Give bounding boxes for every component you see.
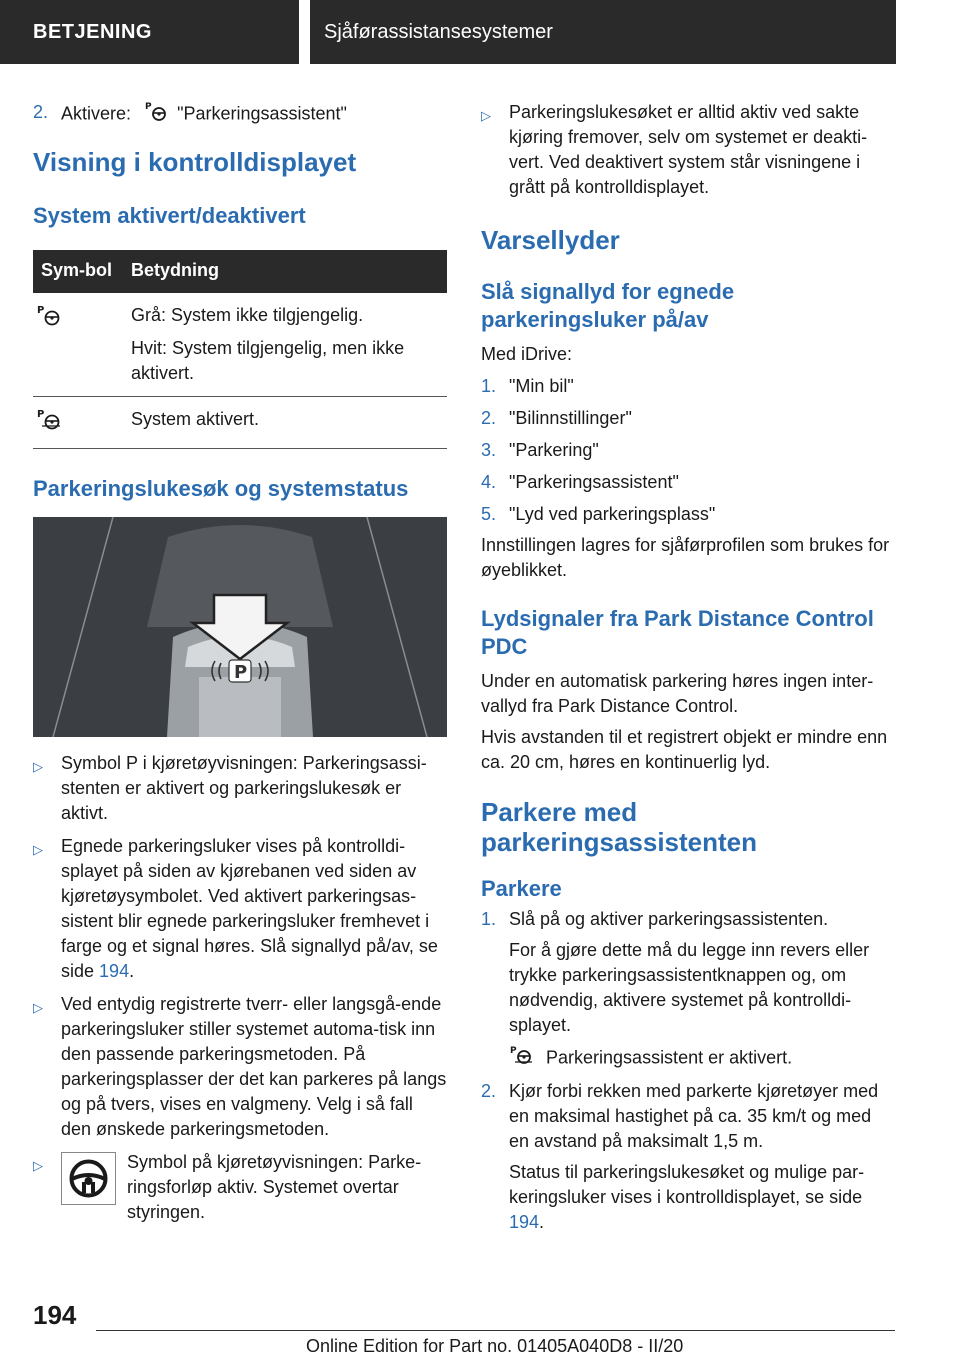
right-column (481, 100, 895, 1235)
meaning-cell (123, 293, 447, 397)
list-item: 5. "Lyd ved parkeringsplass" (481, 504, 716, 524)
table-header (33, 250, 447, 293)
pdc-text-2: Hvis avstanden til et registrert objekt er mindre enn ca. 20 cm, høres en kontinuerlig lyd. (481, 727, 888, 772)
steering-wheel-icon (61, 1152, 116, 1205)
svg-text:P: P (234, 662, 248, 683)
parking-assistant-icon (144, 100, 168, 129)
heading-sounds: Varsellyder (481, 225, 620, 255)
svg-text:P: P (510, 1046, 517, 1056)
symbol-cell (33, 293, 123, 397)
list-item: 2. "Bilinnstillinger" (481, 408, 632, 428)
page-link[interactable]: 194 (99, 961, 130, 981)
table-row (33, 293, 447, 397)
heading-signal: Slå signallyd for egnede parkeringsluker på/av (481, 279, 735, 332)
triangle-icon: ▷ (33, 1000, 43, 1015)
section-title: BETJENING (0, 0, 299, 64)
idrive-text: Med iDrive: (481, 344, 573, 364)
parking-assistant-icon (33, 303, 63, 327)
step-quote: "Parkeringsassistent" (177, 103, 347, 124)
park-step-1: 1. Slå på og aktiver parkeringsassistenten. For å gjøre dette må du legge inn revers eller trykke parkeringsassistentknappen og, om nødvendig, aktivere systemet på kontrolldi-splayet. P Parkeringsassistent er aktivert. (481, 907, 895, 1073)
table-row (33, 397, 447, 449)
list-item: 1. "Min bil" (481, 376, 574, 396)
triangle-icon: ▷ (33, 759, 43, 774)
svg-text:P: P (37, 409, 45, 420)
heading-display: Visning i kontrolldisplayet (33, 147, 357, 177)
left-column (33, 100, 447, 1225)
bullet-suitable-spaces: ▷ Egnede parkeringsluker vises på kontrolldi-splayet på siden av kjørebanen ved siden av kjøretøysymbolet. Ved aktivert parkeringsas-sistent blir egnede parkeringsluker fremhevet i farge og et signal høres. Slå signallyd på/av, se side 194. (33, 836, 438, 981)
bullet-always-active: ▷ Parkeringslukesøket er alltid aktiv ved sakte kjøring fremover, selv om systemet er deakti-vert. Ved deaktivert system står visningene i grått på kontrolldisplayet. (481, 102, 868, 197)
col-meaning: Betydning (123, 250, 447, 293)
step-label: Aktivere: (61, 103, 132, 124)
parking-assistant-active-icon (33, 407, 63, 431)
step-number: 2. (33, 102, 49, 122)
pdc-text-1: Under en automatisk parkering høres ingen inter-vallyd fra Park Distance Control. (481, 671, 874, 716)
heading-search: Parkeringslukesøk og systemstatus (33, 476, 409, 501)
meaning-grey: Grå: System ikke tilgjengelig. (131, 305, 364, 325)
list-item: 3. "Parkering" (481, 440, 599, 460)
footer-divider (96, 1330, 895, 1331)
page-link[interactable]: 194 (509, 1212, 540, 1232)
heading-status: System aktivert/deaktivert (33, 203, 306, 228)
list-item: 4. "Parkeringsassistent" (481, 472, 679, 492)
page-header (0, 0, 960, 66)
heading-park: Parkere med parkeringsassistenten (481, 797, 758, 857)
symbol-table (33, 250, 447, 449)
bullet-symbol-p: ▷ Symbol P i kjøretøyvisningen: Parkeringsassi-stenten er aktivert og parkeringslukesøk er aktivt. (33, 753, 427, 823)
triangle-icon: ▷ (481, 108, 491, 123)
chapter-title: Sjåførassistansesystemer (310, 0, 896, 64)
svg-text:P: P (145, 102, 152, 112)
saved-text: Innstillingen lagres for sjåførprofilen som brukes for øyeblikket. (481, 535, 890, 580)
parking-assistant-active-icon (509, 1044, 535, 1073)
meaning-white: Hvit: System tilgjengelig, men ikke aktivert. (131, 338, 405, 383)
triangle-icon: ▷ (33, 1158, 43, 1173)
idrive-steps (481, 374, 895, 527)
col-symbol: Sym-bol (33, 250, 123, 293)
heading-parkere: Parkere (481, 876, 562, 901)
bullet-steering: ▷ Symbol på kjøretøyvisningen: Parke-ringsforløp aktiv. Systemet overtar styringen. (33, 1152, 422, 1222)
edition-text: Online Edition for Part no. 01405A040D8 - II/20 (306, 1336, 684, 1356)
bullet-parking-method: ▷ Ved entydig registrerte tverr- eller langsgå-ende parkeringsluker stiller systemet automa-tisk inn den passende parkeringsmetoden. På parkeringsplasser der det kan parkeres på langs og på tvers, vises en valgmeny. Velg i så fall den ønskede parkeringsmetoden. (33, 994, 447, 1139)
control-display-image (33, 517, 447, 737)
page-number: 194 (33, 1300, 77, 1330)
svg-text:P: P (37, 305, 45, 316)
step-activate (33, 100, 447, 129)
meaning-cell: System aktivert. (123, 397, 447, 449)
symbol-cell (33, 397, 123, 449)
triangle-icon: ▷ (33, 842, 43, 857)
heading-pdc: Lydsignaler fra Park Distance Control PDC (481, 606, 874, 659)
park-step-2: 2. Kjør forbi rekken med parkerte kjøretøyer med en maksimal hastighet på ca. 35 km/t og med en avstand på maksimalt 1,5 m. Status til parkeringslukesøket og mulige par-keringsluker vises i kontrolldisplayet, se side 194. (481, 1081, 879, 1232)
